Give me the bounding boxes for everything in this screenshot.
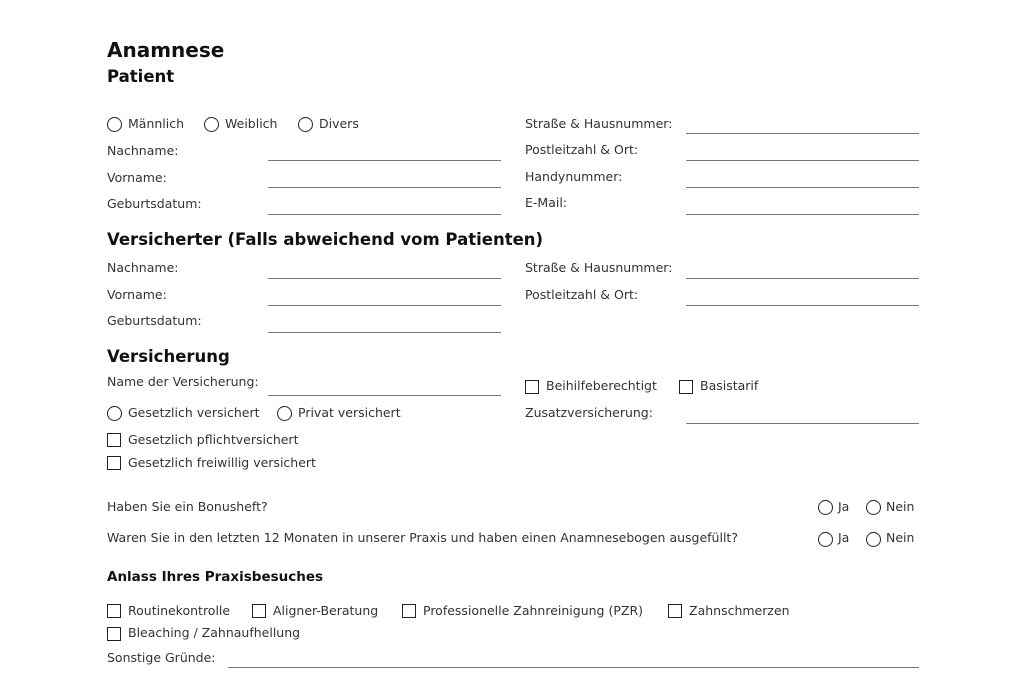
checkbox-label: Beihilfeberechtigt bbox=[546, 378, 657, 393]
radio-label: Gesetzlich versichert bbox=[128, 405, 260, 420]
radio-label: Privat versichert bbox=[298, 405, 401, 420]
checkbox-label: Routinekontrolle bbox=[128, 603, 231, 618]
question-last-visit: Waren Sie in den letzten 12 Monaten in unserer Praxis und haben einen Anamnesebogen ausgefüllt? bbox=[107, 530, 738, 545]
field-label: Sonstige Gründe: bbox=[107, 650, 216, 665]
field-label: Nachname: bbox=[107, 260, 179, 275]
radio-gesetzlich[interactable] bbox=[107, 406, 122, 421]
insured-vorname-input[interactable] bbox=[268, 305, 501, 306]
checkbox-label: Bleaching / Zahnaufhellung bbox=[128, 625, 301, 640]
insured-nachname-input[interactable] bbox=[268, 278, 501, 279]
plz-ort-input[interactable] bbox=[686, 160, 919, 161]
question-bonusheft: Haben Sie ein Bonusheft? bbox=[107, 499, 268, 514]
checkbox-label: Gesetzlich freiwillig versichert bbox=[128, 455, 316, 470]
nachname-input[interactable] bbox=[268, 160, 501, 161]
field-label: Geburtsdatum: bbox=[107, 196, 202, 211]
checkbox-basistarif[interactable] bbox=[679, 380, 693, 394]
checkbox-pflichtversichert[interactable] bbox=[107, 433, 121, 447]
checkbox-zahnschmerzen[interactable] bbox=[668, 604, 682, 618]
field-label: Postleitzahl & Ort: bbox=[525, 287, 639, 302]
checkbox-pzr[interactable] bbox=[402, 604, 416, 618]
radio-label: Ja bbox=[838, 530, 850, 545]
field-label: Straße & Hausnummer: bbox=[525, 260, 673, 275]
field-label: Straße & Hausnummer: bbox=[525, 116, 673, 131]
radio-weiblich[interactable] bbox=[204, 117, 219, 132]
section-insurance-heading: Versicherung bbox=[107, 347, 230, 366]
radio-bonusheft-nein[interactable] bbox=[866, 500, 881, 515]
field-label: Vorname: bbox=[107, 287, 167, 302]
radio-last-visit-nein[interactable] bbox=[866, 532, 881, 547]
field-label: Postleitzahl & Ort: bbox=[525, 142, 639, 157]
radio-bonusheft-ja[interactable] bbox=[818, 500, 833, 515]
handynummer-input[interactable] bbox=[686, 187, 919, 188]
checkbox-label: Professionelle Zahnreinigung (PZR) bbox=[423, 603, 644, 618]
checkbox-beihilfe[interactable] bbox=[525, 380, 539, 394]
email-input[interactable] bbox=[686, 214, 919, 215]
section-patient-heading: Patient bbox=[107, 67, 175, 86]
checkbox-label: Zahnschmerzen bbox=[689, 603, 790, 618]
checkbox-routinekontrolle[interactable] bbox=[107, 604, 121, 618]
insured-strasse-input[interactable] bbox=[686, 278, 919, 279]
field-label: Nachname: bbox=[107, 143, 179, 158]
sonstige-gruende-input[interactable] bbox=[228, 667, 919, 668]
geburtsdatum-input[interactable] bbox=[268, 214, 501, 215]
radio-label: Divers bbox=[319, 116, 359, 131]
field-label: Vorname: bbox=[107, 170, 167, 185]
radio-label: Nein bbox=[886, 499, 915, 514]
strasse-input[interactable] bbox=[686, 133, 919, 134]
radio-maennlich[interactable] bbox=[107, 117, 122, 132]
checkbox-label: Aligner-Beratung bbox=[273, 603, 379, 618]
checkbox-freiwillig[interactable] bbox=[107, 456, 121, 470]
checkbox-bleaching[interactable] bbox=[107, 627, 121, 641]
field-label: Name der Versicherung: bbox=[107, 374, 259, 389]
radio-label: Ja bbox=[838, 499, 850, 514]
insured-plz-ort-input[interactable] bbox=[686, 305, 919, 306]
insurance-name-input[interactable] bbox=[268, 395, 501, 396]
field-label: Geburtsdatum: bbox=[107, 313, 202, 328]
section-insured-heading: Versicherter (Falls abweichend vom Patienten) bbox=[107, 230, 544, 249]
radio-last-visit-ja[interactable] bbox=[818, 532, 833, 547]
form-title: Anamnese bbox=[107, 38, 225, 62]
checkbox-label: Basistarif bbox=[700, 378, 759, 393]
field-label: Handynummer: bbox=[525, 169, 623, 184]
insured-geburtsdatum-input[interactable] bbox=[268, 332, 501, 333]
radio-divers[interactable] bbox=[298, 117, 313, 132]
checkbox-aligner[interactable] bbox=[252, 604, 266, 618]
vorname-input[interactable] bbox=[268, 187, 501, 188]
field-label: Zusatzversicherung: bbox=[525, 405, 653, 420]
radio-label: Nein bbox=[886, 530, 915, 545]
section-reason-heading: Anlass Ihres Praxisbesuches bbox=[107, 569, 324, 585]
zusatzversicherung-input[interactable] bbox=[686, 423, 919, 424]
checkbox-label: Gesetzlich pflichtversichert bbox=[128, 432, 299, 447]
radio-label: Weiblich bbox=[225, 116, 278, 131]
field-label: E-Mail: bbox=[525, 195, 568, 210]
radio-privat[interactable] bbox=[277, 406, 292, 421]
radio-label: Männlich bbox=[128, 116, 185, 131]
